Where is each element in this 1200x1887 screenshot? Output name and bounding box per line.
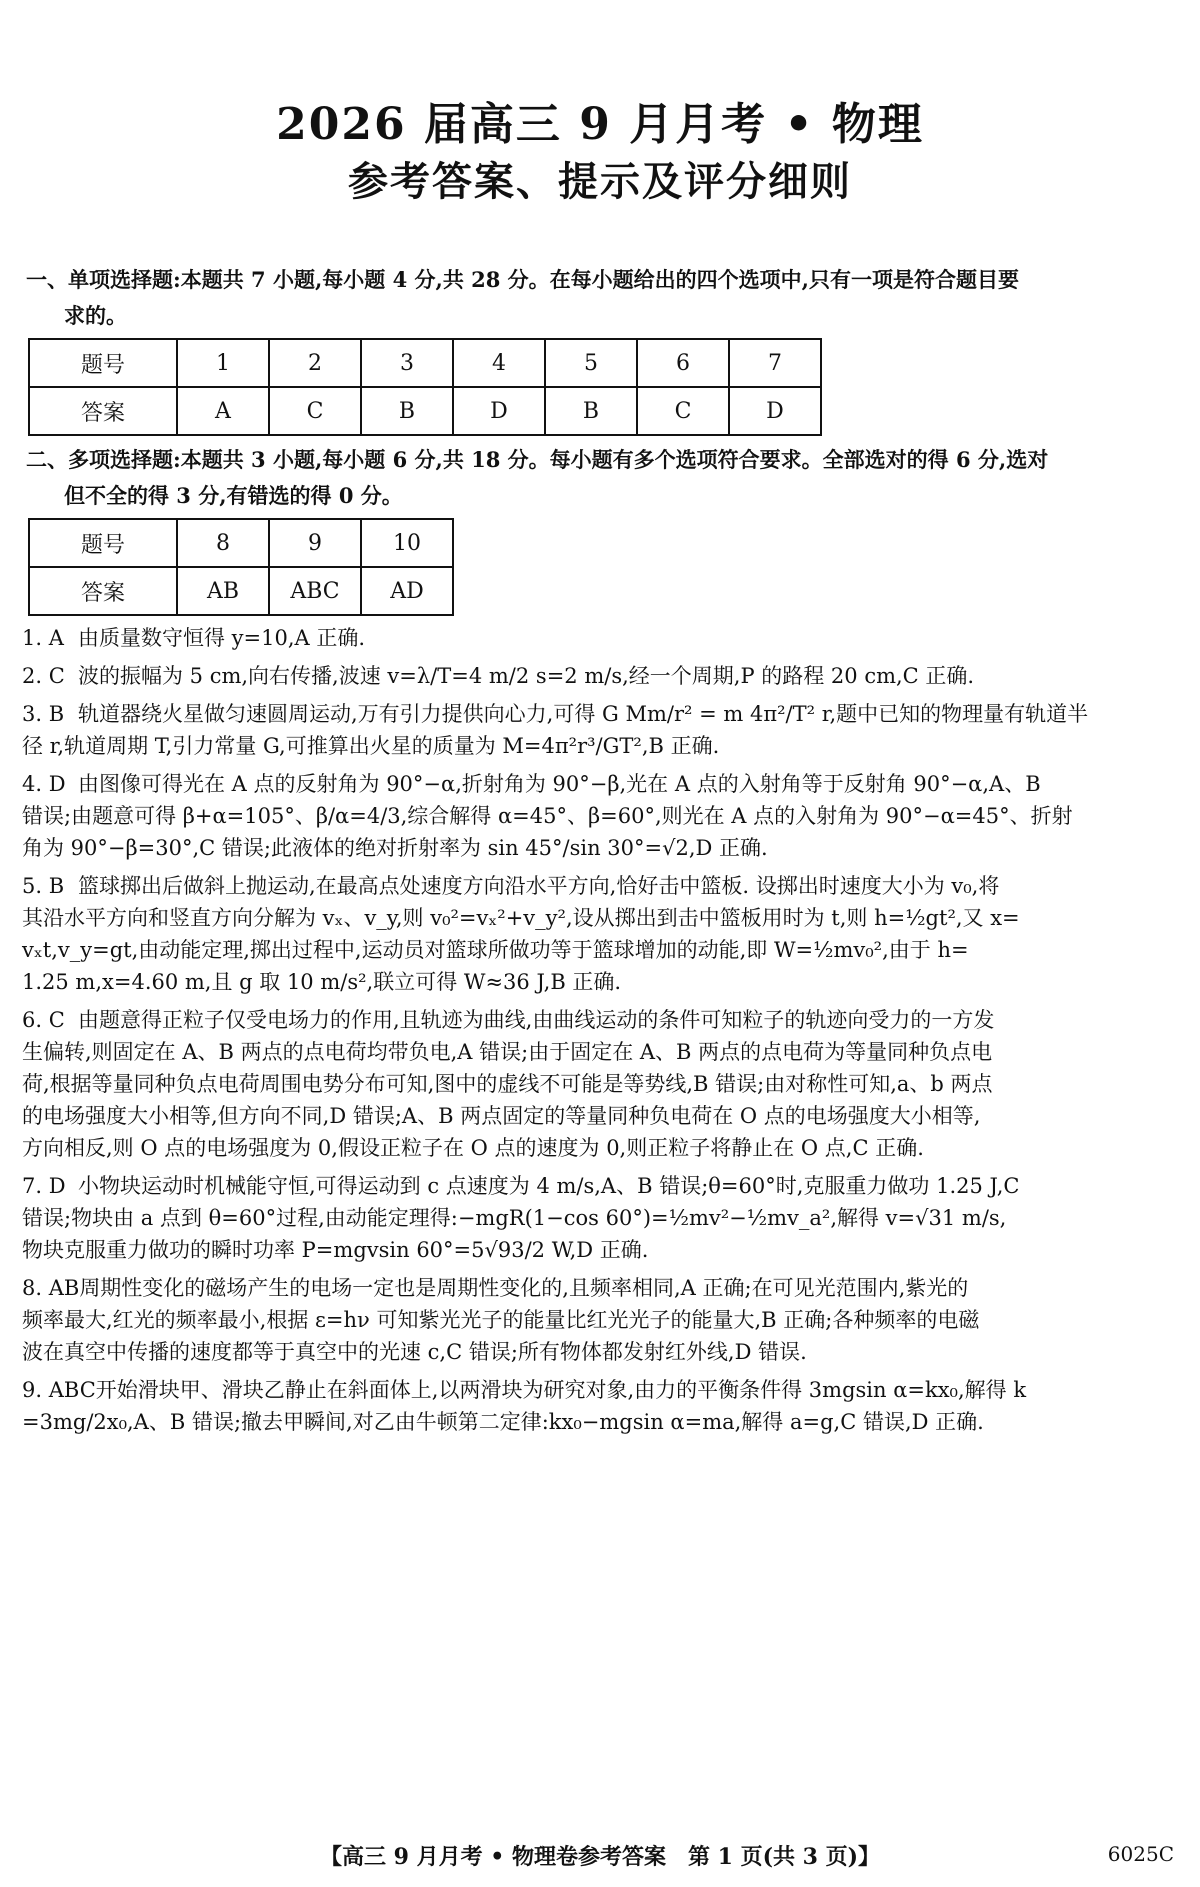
solution-text: 1.25 m,x=4.60 m,且 g 取 10 m/s²,联立可得 W≈36 J,B 正确. — [22, 970, 622, 994]
solution-line — [22, 1374, 1174, 1406]
row-label: 答案 — [29, 567, 177, 615]
solution-line — [22, 870, 1174, 902]
solution-text: 开始滑块甲、滑块乙静止在斜面体上,以两滑块为研究对象,由力的平衡条件得 3mgsin α=kx₀,解得 k — [95, 1378, 1027, 1402]
solution-line — [22, 1272, 1174, 1304]
solution-text: 由题意得正粒子仅受电场力的作用,且轨迹为曲线,由曲线运动的条件可知粒子的轨迹向受力的一方发 — [78, 1008, 995, 1032]
list-item — [22, 622, 1174, 654]
solution-line — [22, 1234, 1174, 1266]
table-cell: D — [453, 387, 545, 435]
solution-text: 角为 90°−β=30°,C 错误;此液体的绝对折射率为 sin 45°/sin 30°=√2,D 正确. — [22, 836, 768, 860]
table-cell: 10 — [361, 519, 453, 567]
solution-text: 频率最大,红光的频率最小,根据 ε=hν 可知紫光光子的能量比红光光子的能量大,B 正确;各种频率的电磁 — [22, 1308, 980, 1332]
row-label: 题号 — [29, 339, 177, 387]
solution-line — [22, 1100, 1174, 1132]
list-item — [22, 698, 1174, 762]
solution-text: 波的振幅为 5 cm,向右传播,波速 v=λ/T=4 m/2 s=2 m/s,经一个周期,P 的路程 20 cm,C 正确. — [78, 664, 975, 688]
solution-text: 周期性变化的磁场产生的电场一定也是周期性变化的,且频率相同,A 正确;在可见光范围内,紫光的 — [79, 1276, 969, 1300]
table-cell: 8 — [177, 519, 269, 567]
table-cell: 2 — [269, 339, 361, 387]
list-item — [22, 870, 1174, 998]
list-item — [22, 1374, 1174, 1438]
table-cell: 7 — [729, 339, 821, 387]
list-item — [22, 660, 1174, 692]
table-cell: 3 — [361, 339, 453, 387]
table-cell: 6 — [637, 339, 729, 387]
section2-answer-table — [28, 518, 454, 616]
list-item — [22, 768, 1174, 864]
table-cell: D — [729, 387, 821, 435]
solution-line — [22, 622, 1174, 654]
solution-text: 物块克服重力做功的瞬时功率 P=mgvsin 60°=5√93/2 W,D 正确. — [22, 1238, 649, 1262]
solution-line — [22, 934, 1174, 966]
section1-answer-table — [28, 338, 822, 436]
solution-number: 8. AB — [22, 1276, 80, 1300]
solution-line — [22, 800, 1174, 832]
document-code: 6025C — [1107, 1842, 1174, 1866]
list-item — [22, 1004, 1174, 1164]
solution-line — [22, 698, 1174, 730]
table-cell: AB — [177, 567, 269, 615]
table-cell: B — [361, 387, 453, 435]
solution-number: 2. C — [22, 664, 65, 688]
section2-heading: 二、多项选择题:本题共 3 小题,每小题 6 分,共 18 分。每小题有多个选项符合要求。全部选对的得 6 分,选对 但不全的得 3 分,有错选的得 0 分。 — [26, 447, 1049, 508]
list-item — [22, 1272, 1174, 1368]
solution-number: 5. B — [22, 874, 65, 898]
solution-text: 径 r,轨道周期 T,引力常量 G,可推算出火星的质量为 M=4π²r³/GT²,B 正确. — [22, 734, 720, 758]
solution-line — [22, 1336, 1174, 1368]
solution-line — [22, 768, 1174, 800]
solution-line — [22, 1036, 1174, 1068]
table-cell: 4 — [453, 339, 545, 387]
solution-number: 6. C — [22, 1008, 65, 1032]
table-cell: C — [269, 387, 361, 435]
solution-text: 生偏转,则固定在 A、B 两点的点电荷均带负电,A 错误;由于固定在 A、B 两点的点电荷为等量同种负点电 — [22, 1040, 993, 1064]
table-cell: B — [545, 387, 637, 435]
table-row — [29, 387, 821, 435]
table-cell: 1 — [177, 339, 269, 387]
solution-line — [22, 966, 1174, 998]
solution-text: 小物块运动时机械能守恒,可得运动到 c 点速度为 4 m/s,A、B 错误;θ=60°时,克服重力做功 1.25 J,C — [78, 1174, 1020, 1198]
table-cell: 5 — [545, 339, 637, 387]
solution-text: 错误;由题意可得 β+α=105°、β/α=4/3,综合解得 α=45°、β=60°,则光在 A 点的入射角为 90°−α=45°、折射 — [22, 804, 1073, 828]
solution-line — [22, 1304, 1174, 1336]
table-row — [29, 519, 453, 567]
table-row — [29, 339, 821, 387]
page-title: 2026 届高三 9 月月考 • 物理 — [276, 99, 924, 150]
table-cell: AD — [361, 567, 453, 615]
solution-number: 7. D — [22, 1174, 66, 1198]
solution-text: vₓt,v_y=gt,由动能定理,掷出过程中,运动员对篮球所做功等于篮球增加的动能,即 W=½mv₀²,由于 h= — [22, 938, 969, 962]
solution-number: 9. ABC — [22, 1378, 96, 1402]
row-label: 答案 — [29, 387, 177, 435]
table-cell: C — [637, 387, 729, 435]
solution-text: 荷,根据等量同种负点电荷周围电势分布可知,图中的虚线不可能是等势线,B 错误;由对称性可知,a、b 两点 — [22, 1072, 993, 1096]
solution-line — [22, 1068, 1174, 1100]
solution-text: 波在真空中传播的速度都等于真空中的光速 c,C 错误;所有物体都发射红外线,D 错误. — [22, 1340, 807, 1364]
table-cell: 9 — [269, 519, 361, 567]
solution-text: 篮球掷出后做斜上抛运动,在最高点处速度方向沿水平方向,恰好击中篮板. 设掷出时速度大小为 v₀,将 — [78, 874, 1000, 898]
table-row — [29, 567, 453, 615]
solution-list — [22, 622, 1174, 1444]
solution-text: 的电场强度大小相等,但方向不同,D 错误;A、B 两点固定的等量同种负电荷在 O 点的电场强度大小相等, — [22, 1104, 981, 1128]
solution-text: 错误;物块由 a 点到 θ=60°过程,由动能定理得:−mgR(1−cos 60°)=½mv²−½mv_a²,解得 v=√31 m/s, — [22, 1206, 1007, 1230]
solution-line — [22, 730, 1174, 762]
section1-heading: 一、单项选择题:本题共 7 小题,每小题 4 分,共 28 分。在每小题给出的四个选项中,只有一项是符合题目要 求的。 — [26, 267, 1019, 328]
solution-line — [22, 1132, 1174, 1164]
table-cell: ABC — [269, 567, 361, 615]
list-item — [22, 1170, 1174, 1266]
solution-text: 其沿水平方向和竖直方向分解为 vₓ、v_y,则 v₀²=vₓ²+v_y²,设从掷出到击中篮板用时为 t,则 h=½gt²,又 x= — [22, 906, 1020, 930]
table-cell: A — [177, 387, 269, 435]
solution-line — [22, 660, 1174, 692]
solution-text: 方向相反,则 O 点的电场强度为 0,假设正粒子在 O 点的速度为 0,则正粒子将静止在 O 点,C 正确. — [22, 1136, 924, 1160]
solution-line — [22, 1202, 1174, 1234]
solution-number: 4. D — [22, 772, 66, 796]
row-label: 题号 — [29, 519, 177, 567]
solution-line — [22, 1170, 1174, 1202]
solution-number: 3. B — [22, 702, 65, 726]
solution-line — [22, 1004, 1174, 1036]
page-subtitle: 参考答案、提示及评分细则 — [348, 158, 852, 205]
footer-page-info: 【高三 9 月月考 • 物理卷参考答案 第 1 页(共 3 页)】 — [319, 1844, 881, 1870]
solution-number: 1. A — [22, 626, 64, 650]
solution-text: 由图像可得光在 A 点的反射角为 90°−α,折射角为 90°−β,光在 A 点的入射角等于反射角 90°−α,A、B — [78, 772, 1041, 796]
solution-text: 由质量数守恒得 y=10,A 正确. — [78, 626, 366, 650]
solution-line — [22, 902, 1174, 934]
solution-text: =3mg/2x₀,A、B 错误;撤去甲瞬间,对乙由牛顿第二定律:kx₀−mgsin α=ma,解得 a=g,C 错误,D 正确. — [22, 1410, 984, 1434]
solution-line — [22, 832, 1174, 864]
solution-text: 轨道器绕火星做匀速圆周运动,万有引力提供向心力,可得 G Mm/r² = m 4π²/T² r,题中已知的物理量有轨道半 — [78, 702, 1089, 726]
solution-line — [22, 1406, 1174, 1438]
